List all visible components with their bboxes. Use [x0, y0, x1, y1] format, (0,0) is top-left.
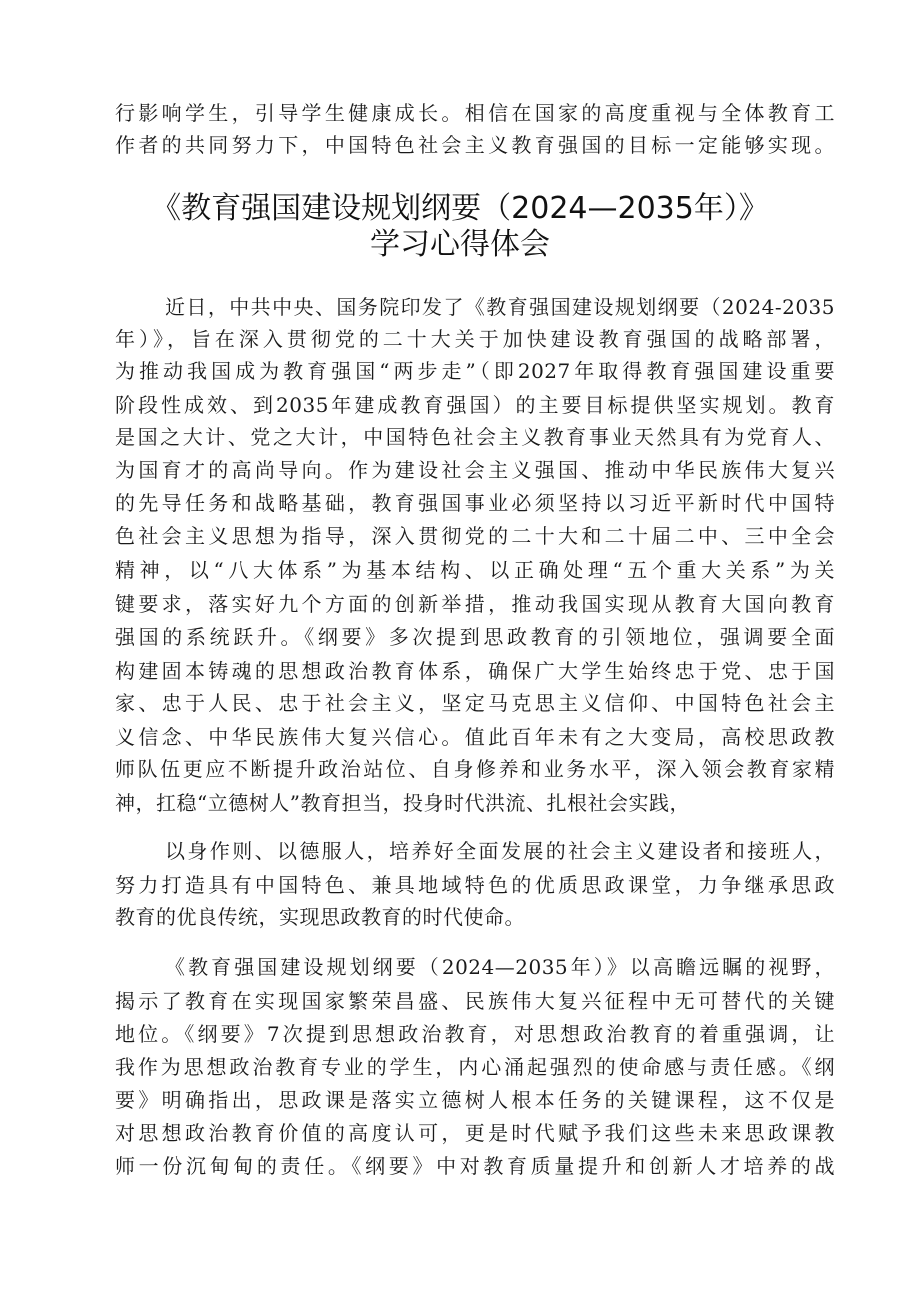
paragraph-line: 家、忠于人民、忠于社会主义，坚定马克思主义信仰、中国特色社会主 — [115, 691, 835, 715]
paragraph-line: 神，扛稳“立德树人”教育担当，投身时代洪流、扎根社会实践， — [115, 791, 690, 815]
paragraph-line: 《教育强国建设规划纲要（2024—2035年）》以高瞻远瞩的视野， — [165, 955, 835, 979]
paragraph-line: 键要求，落实好九个方面的创新举措，推动我国实现从教育大国向教育 — [115, 592, 835, 616]
paragraph-line: 阶段性成效、到2035年建成教育强国）的主要目标提供坚实规划。教育 — [115, 393, 835, 417]
paragraph-line: 揭示了教育在实现国家繁荣昌盛、民族伟大复兴征程中无可替代的关键 — [115, 989, 835, 1013]
paragraph-line: 近日，中共中央、国务院印发了《教育强国建设规划纲要（2024-2035 — [165, 295, 835, 319]
paragraph-line: 的先导任务和战略基础，教育强国事业必须坚持以习近平新时代中国特 — [115, 491, 835, 515]
document-title: 《教育强国建设规划纲要（2024—2035年）》 — [151, 191, 769, 226]
paragraph-line: 地位。《纲要》7次提到思想政治教育，对思想政治教育的着重强调，让 — [115, 1022, 835, 1046]
paragraph-line: 我作为思想政治教育专业的学生，内心涌起强烈的使命感与责任感。《纲 — [115, 1055, 835, 1079]
paragraph-line: 义信念、中华民族伟大复兴信心。值此百年未有之大变局，高校思政教 — [115, 725, 835, 749]
paragraph-line: 要》明确指出，思政课是落实立德树人根本任务的关键课程，这不仅是 — [115, 1088, 835, 1112]
paragraph-line: 为推动我国成为教育强国“两步走”（即2027年取得教育强国建设重要 — [115, 359, 835, 383]
intro-line-1: 行影响学生，引导学生健康成长。相信在国家的高度重视与全体教育工 — [115, 101, 835, 125]
paragraph-line: 师队伍更应不断提升政治站位、自身修养和业务水平，深入领会教育家精 — [115, 757, 835, 781]
paragraph-line: 强国的系统跃升。《纲要》多次提到思政教育的引领地位，强调要全面 — [115, 625, 835, 649]
paragraph-line: 教育的优良传统，实现思政教育的时代使命。 — [115, 905, 525, 929]
document-subtitle: 学习心得体会 — [370, 227, 550, 262]
paragraph-line: 构建固本铸魂的思想政治教育体系，确保广大学生始终忠于党、忠于国 — [115, 659, 835, 683]
intro-line-2: 作者的共同努力下，中国特色社会主义教育强国的目标一定能够实现。 — [115, 133, 835, 157]
paragraph-line: 努力打造具有中国特色、兼具地域特色的优质思政课堂，力争继承思政 — [115, 873, 835, 897]
paragraph-line: 以身作则、以德服人，培养好全面发展的社会主义建设者和接班人， — [165, 839, 835, 863]
paragraph-line: 色社会主义思想为指导，深入贯彻党的二十大和二十届二中、三中全会 — [115, 524, 835, 548]
paragraph-line: 师一份沉甸甸的责任。《纲要》中对教育质量提升和创新人才培养的战 — [115, 1154, 835, 1178]
paragraph-line: 对思想政治教育价值的高度认可，更是时代赋予我们这些未来思政课教 — [115, 1121, 835, 1145]
paragraph-line: 是国之大计、党之大计，中国特色社会主义教育事业天然具有为党育人、 — [115, 425, 835, 449]
paragraph-line: 精神，以“八大体系”为基本结构、以正确处理“五个重大关系”为关 — [115, 558, 835, 582]
paragraph-line: 为国育才的高尚导向。作为建设社会主义强国、推动中华民族伟大复兴 — [115, 458, 835, 482]
paragraph-line: 年）》，旨在深入贯彻党的二十大关于加快建设教育强国的战略部署， — [115, 327, 835, 351]
